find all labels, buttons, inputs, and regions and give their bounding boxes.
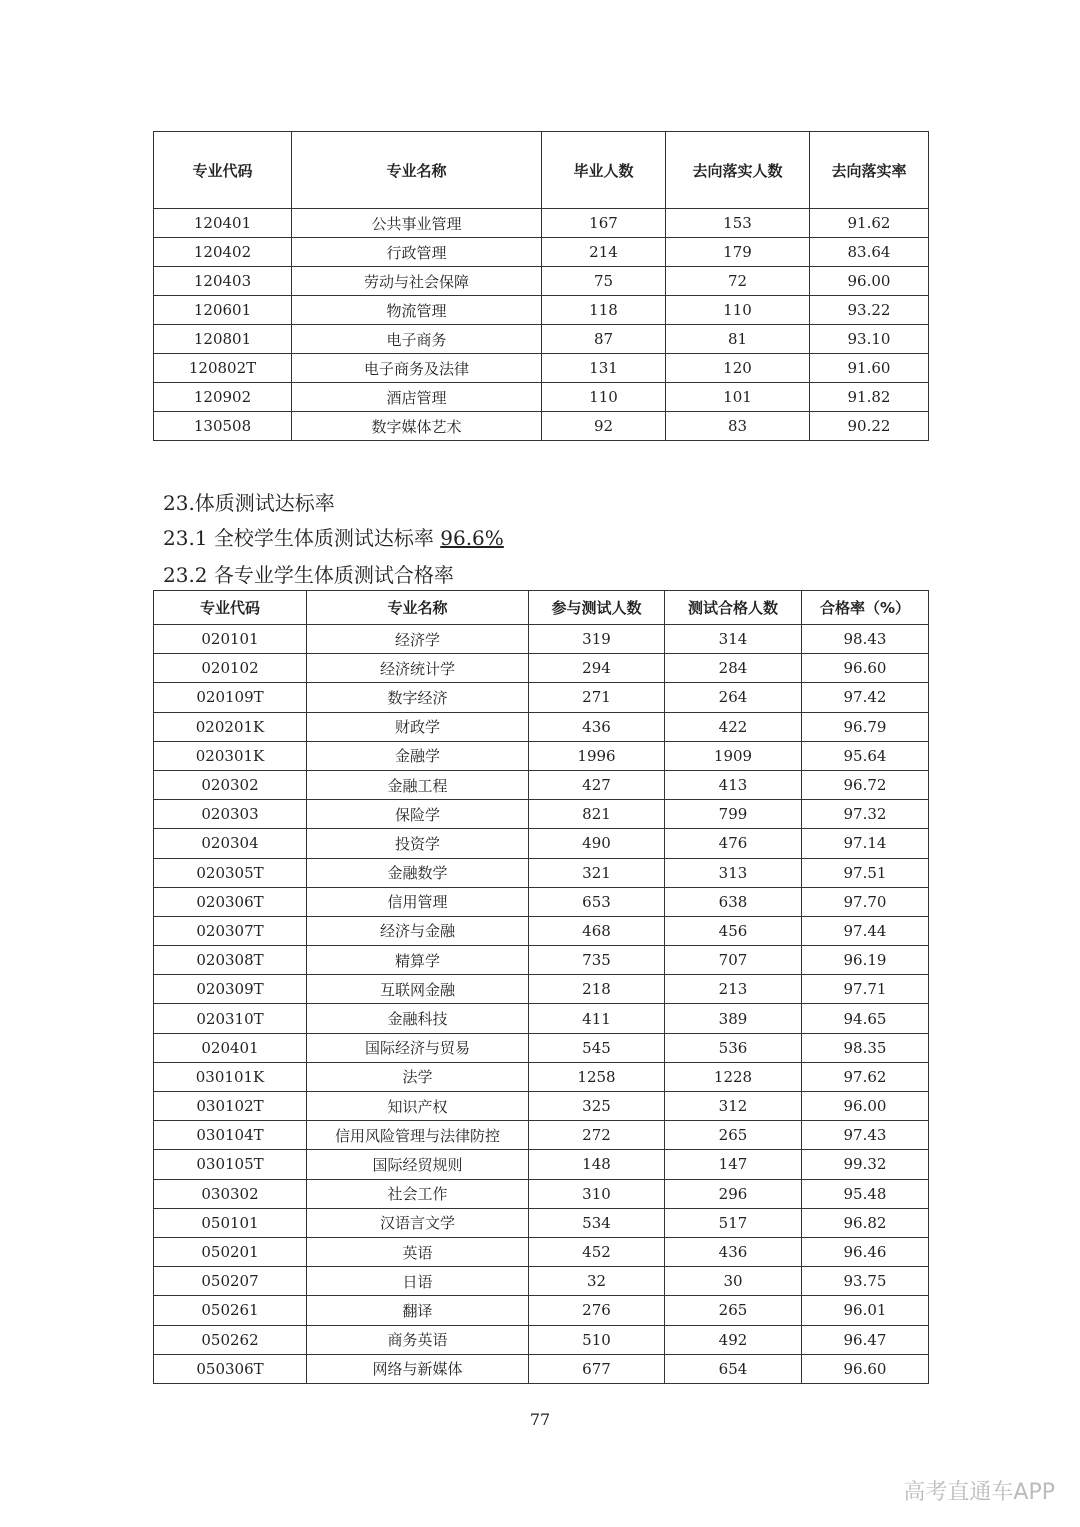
- table-cell: 321: [529, 858, 665, 887]
- table-cell: 96.72: [802, 770, 929, 799]
- table-row: [154, 325, 929, 354]
- table-cell: 信用管理: [307, 887, 529, 916]
- table-cell: 91.60: [810, 354, 929, 383]
- table-cell: 147: [665, 1150, 802, 1179]
- table-cell: 93.75: [802, 1267, 929, 1296]
- table-row: [154, 800, 929, 829]
- table-row: [154, 383, 929, 412]
- table-cell: 金融工程: [307, 770, 529, 799]
- table-row: [154, 209, 929, 238]
- table-cell: 492: [665, 1325, 802, 1354]
- table-cell: 95.48: [802, 1179, 929, 1208]
- table-cell: 735: [529, 946, 665, 975]
- table-cell: 020102: [154, 654, 307, 683]
- table-cell: 96.01: [802, 1296, 929, 1325]
- table-cell: 120801: [154, 325, 292, 354]
- table-cell: 020304: [154, 829, 307, 858]
- table-cell: 101: [666, 383, 810, 412]
- table-row: [154, 1296, 929, 1325]
- table-cell: 020302: [154, 770, 307, 799]
- table-row: [154, 946, 929, 975]
- table-cell: 酒店管理: [292, 383, 542, 412]
- table-cell: 国际经济与贸易: [307, 1033, 529, 1062]
- table-row: [154, 1267, 929, 1296]
- table-cell: 118: [542, 296, 666, 325]
- table-cell: 物流管理: [292, 296, 542, 325]
- table-row: [154, 1062, 929, 1091]
- table-cell: 050207: [154, 1267, 307, 1296]
- table-row: [154, 1004, 929, 1033]
- table-cell: 536: [665, 1033, 802, 1062]
- table-cell: 020307T: [154, 916, 307, 945]
- table-row: [154, 654, 929, 683]
- table-cell: 148: [529, 1150, 665, 1179]
- table-cell: 1909: [665, 741, 802, 770]
- table-cell: 日语: [307, 1267, 529, 1296]
- table-cell: 296: [665, 1179, 802, 1208]
- page-number: 77: [529, 1410, 551, 1429]
- table-cell: 97.43: [802, 1121, 929, 1150]
- table-row: [154, 770, 929, 799]
- table-cell: 050261: [154, 1296, 307, 1325]
- table-cell: 020201K: [154, 712, 307, 741]
- table-cell: 213: [665, 975, 802, 1004]
- table-cell: 91.82: [810, 383, 929, 412]
- table-cell: 319: [529, 625, 665, 654]
- table-cell: 行政管理: [292, 238, 542, 267]
- table-row: [154, 1092, 929, 1121]
- table-cell: 050306T: [154, 1354, 307, 1383]
- table-cell: 96.00: [802, 1092, 929, 1121]
- table-cell: 799: [665, 800, 802, 829]
- table-cell: 130508: [154, 412, 292, 441]
- table-cell: 310: [529, 1179, 665, 1208]
- column-header: 毕业人数: [542, 132, 666, 209]
- table-cell: 96.47: [802, 1325, 929, 1354]
- column-header: 去向落实人数: [666, 132, 810, 209]
- table-cell: 218: [529, 975, 665, 1004]
- table-cell: 120601: [154, 296, 292, 325]
- column-header: 测试合格人数: [665, 591, 802, 625]
- table-cell: 83: [666, 412, 810, 441]
- table-cell: 120802T: [154, 354, 292, 383]
- table-row: [154, 238, 929, 267]
- table-cell: 32: [529, 1267, 665, 1296]
- table-row: [154, 712, 929, 741]
- table-row: [154, 1179, 929, 1208]
- table-cell: 75: [542, 267, 666, 296]
- table-cell: 020303: [154, 800, 307, 829]
- table-header-row: [154, 591, 929, 625]
- column-header: 参与测试人数: [529, 591, 665, 625]
- table-cell: 81: [666, 325, 810, 354]
- table-row: [154, 1033, 929, 1062]
- table-row: [154, 296, 929, 325]
- table-cell: 98.35: [802, 1033, 929, 1062]
- table-cell: 020401: [154, 1033, 307, 1062]
- table-cell: 264: [665, 683, 802, 712]
- table-cell: 97.51: [802, 858, 929, 887]
- table-cell: 72: [666, 267, 810, 296]
- table-cell: 030302: [154, 1179, 307, 1208]
- table-cell: 知识产权: [307, 1092, 529, 1121]
- table-cell: 信用风险管理与法律防控: [307, 1121, 529, 1150]
- table-row: [154, 858, 929, 887]
- table-cell: 99.32: [802, 1150, 929, 1179]
- table-cell: 1996: [529, 741, 665, 770]
- table-cell: 96.60: [802, 1354, 929, 1383]
- table-cell: 94.65: [802, 1004, 929, 1033]
- table-header-row: [154, 132, 929, 209]
- table-row: [154, 741, 929, 770]
- table-cell: 265: [665, 1296, 802, 1325]
- table-cell: 95.64: [802, 741, 929, 770]
- table-cell: 030102T: [154, 1092, 307, 1121]
- table-row: [154, 354, 929, 383]
- table-cell: 050262: [154, 1325, 307, 1354]
- watermark: 高考直通车APP: [903, 1480, 1055, 1505]
- table-cell: 经济与金融: [307, 916, 529, 945]
- table-cell: 96.19: [802, 946, 929, 975]
- table-cell: 110: [542, 383, 666, 412]
- table-cell: 654: [665, 1354, 802, 1383]
- table-cell: 汉语言文学: [307, 1208, 529, 1237]
- table-cell: 271: [529, 683, 665, 712]
- table-cell: 120: [666, 354, 810, 383]
- table-cell: 284: [665, 654, 802, 683]
- table-cell: 314: [665, 625, 802, 654]
- fitness-test-table: [153, 590, 929, 1384]
- table-cell: 保险学: [307, 800, 529, 829]
- table-cell: 经济学: [307, 625, 529, 654]
- table-cell: 452: [529, 1237, 665, 1266]
- table-cell: 131: [542, 354, 666, 383]
- table-row: [154, 1354, 929, 1383]
- table-cell: 公共事业管理: [292, 209, 542, 238]
- table-cell: 050201: [154, 1237, 307, 1266]
- table-cell: 653: [529, 887, 665, 916]
- table-cell: 97.32: [802, 800, 929, 829]
- table-cell: 312: [665, 1092, 802, 1121]
- table-cell: 265: [665, 1121, 802, 1150]
- column-header: 合格率（%）: [802, 591, 929, 625]
- table-cell: 120403: [154, 267, 292, 296]
- table-cell: 153: [666, 209, 810, 238]
- table-cell: 020306T: [154, 887, 307, 916]
- table-cell: 110: [666, 296, 810, 325]
- table-cell: 商务英语: [307, 1325, 529, 1354]
- table-cell: 436: [665, 1237, 802, 1266]
- table-row: [154, 887, 929, 916]
- column-header: 专业代码: [154, 132, 292, 209]
- table-cell: 020301K: [154, 741, 307, 770]
- table-row: [154, 683, 929, 712]
- table-cell: 167: [542, 209, 666, 238]
- table-cell: 476: [665, 829, 802, 858]
- subsection-title-by-major: 23.2 各专业学生体质测试合格率: [163, 563, 454, 587]
- table-cell: 179: [666, 238, 810, 267]
- table-cell: 1258: [529, 1062, 665, 1091]
- table-cell: 97.14: [802, 829, 929, 858]
- table-cell: 413: [665, 770, 802, 799]
- table-cell: 法学: [307, 1062, 529, 1091]
- table-cell: 517: [665, 1208, 802, 1237]
- table-cell: 490: [529, 829, 665, 858]
- table-cell: 财政学: [307, 712, 529, 741]
- table-cell: 821: [529, 800, 665, 829]
- table-cell: 金融科技: [307, 1004, 529, 1033]
- table-cell: 96.79: [802, 712, 929, 741]
- table-cell: 510: [529, 1325, 665, 1354]
- table-cell: 金融数学: [307, 858, 529, 887]
- section-title: 23.体质测试达标率: [163, 491, 335, 515]
- table-cell: 020305T: [154, 858, 307, 887]
- table-cell: 638: [665, 887, 802, 916]
- table-row: [154, 1237, 929, 1266]
- table-cell: 456: [665, 916, 802, 945]
- table-row: [154, 1325, 929, 1354]
- employment-rate-table: [153, 131, 929, 441]
- column-header: 专业名称: [307, 591, 529, 625]
- table-cell: 427: [529, 770, 665, 799]
- table-cell: 网络与新媒体: [307, 1354, 529, 1383]
- table-cell: 436: [529, 712, 665, 741]
- table-row: [154, 1150, 929, 1179]
- table-cell: 97.70: [802, 887, 929, 916]
- table-cell: 英语: [307, 1237, 529, 1266]
- table-cell: 87: [542, 325, 666, 354]
- table-cell: 96.82: [802, 1208, 929, 1237]
- table-cell: 020309T: [154, 975, 307, 1004]
- table-cell: 30: [665, 1267, 802, 1296]
- table-cell: 120402: [154, 238, 292, 267]
- table-cell: 294: [529, 654, 665, 683]
- table-cell: 468: [529, 916, 665, 945]
- table-cell: 020109T: [154, 683, 307, 712]
- table-cell: 030104T: [154, 1121, 307, 1150]
- table-cell: 93.10: [810, 325, 929, 354]
- table-cell: 93.22: [810, 296, 929, 325]
- table-cell: 83.64: [810, 238, 929, 267]
- table-cell: 97.62: [802, 1062, 929, 1091]
- table-cell: 电子商务及法律: [292, 354, 542, 383]
- table-row: [154, 412, 929, 441]
- table-cell: 325: [529, 1092, 665, 1121]
- table-row: [154, 829, 929, 858]
- table-cell: 422: [665, 712, 802, 741]
- table-cell: 020310T: [154, 1004, 307, 1033]
- table-cell: 030105T: [154, 1150, 307, 1179]
- table-row: [154, 975, 929, 1004]
- table-cell: 120401: [154, 209, 292, 238]
- table-cell: 313: [665, 858, 802, 887]
- table-cell: 国际经贸规则: [307, 1150, 529, 1179]
- table-cell: 272: [529, 1121, 665, 1150]
- table-cell: 96.46: [802, 1237, 929, 1266]
- table-cell: 97.42: [802, 683, 929, 712]
- table-cell: 276: [529, 1296, 665, 1325]
- table-cell: 411: [529, 1004, 665, 1033]
- table-cell: 互联网金融: [307, 975, 529, 1004]
- table-cell: 98.43: [802, 625, 929, 654]
- table-cell: 电子商务: [292, 325, 542, 354]
- table-cell: 数字媒体艺术: [292, 412, 542, 441]
- table-cell: 020101: [154, 625, 307, 654]
- table-cell: 92: [542, 412, 666, 441]
- table-cell: 数字经济: [307, 683, 529, 712]
- table-cell: 精算学: [307, 946, 529, 975]
- table-row: [154, 916, 929, 945]
- table-cell: 389: [665, 1004, 802, 1033]
- table-row: [154, 625, 929, 654]
- table-cell: 030101K: [154, 1062, 307, 1091]
- table-cell: 金融学: [307, 741, 529, 770]
- table-cell: 劳动与社会保障: [292, 267, 542, 296]
- table-cell: 1228: [665, 1062, 802, 1091]
- table-cell: 96.60: [802, 654, 929, 683]
- table-cell: 050101: [154, 1208, 307, 1237]
- table-row: [154, 1208, 929, 1237]
- table-cell: 677: [529, 1354, 665, 1383]
- table-cell: 经济统计学: [307, 654, 529, 683]
- table-cell: 214: [542, 238, 666, 267]
- table-cell: 120902: [154, 383, 292, 412]
- table-cell: 545: [529, 1033, 665, 1062]
- table-row: [154, 1121, 929, 1150]
- table-cell: 90.22: [810, 412, 929, 441]
- table-cell: 投资学: [307, 829, 529, 858]
- table-cell: 翻译: [307, 1296, 529, 1325]
- table-cell: 534: [529, 1208, 665, 1237]
- table-row: [154, 267, 929, 296]
- overall-rate-value: 96.6%: [440, 526, 504, 550]
- table-cell: 91.62: [810, 209, 929, 238]
- table-cell: 96.00: [810, 267, 929, 296]
- table-cell: 97.71: [802, 975, 929, 1004]
- subsection-title-overall-rate: [163, 522, 504, 551]
- column-header: 去向落实率: [810, 132, 929, 209]
- column-header: 专业名称: [292, 132, 542, 209]
- table-cell: 97.44: [802, 916, 929, 945]
- table-cell: 020308T: [154, 946, 307, 975]
- column-header: 专业代码: [154, 591, 307, 625]
- subsection-label: 23.1 全校学生体质测试达标率: [163, 526, 434, 550]
- table-cell: 707: [665, 946, 802, 975]
- table-cell: 社会工作: [307, 1179, 529, 1208]
